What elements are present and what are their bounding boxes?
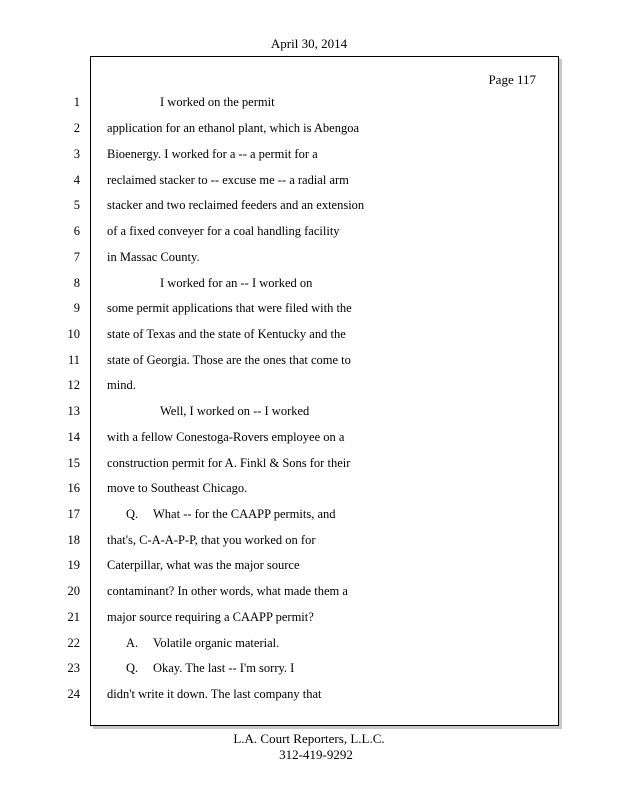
line-number: 5 xyxy=(73,198,80,212)
line-number: 1 xyxy=(73,95,80,109)
line-text: major source requiring a CAAPP permit? xyxy=(107,610,314,624)
line-text: with a fellow Conestoga-Rovers employee on a xyxy=(107,430,345,444)
line-text: Bioenergy. I worked for a -- a permit for a xyxy=(107,147,318,161)
line-text: contaminant? In other words, what made them a xyxy=(107,584,348,598)
line-text: that's, C-A-A-P-P, that you worked on for xyxy=(107,533,316,547)
line-text xyxy=(126,507,336,522)
answer-marker: A. xyxy=(126,636,139,650)
line-text: application for an ethanol plant, which is Abengoa xyxy=(107,121,360,135)
line-text xyxy=(126,661,294,676)
line-number: 19 xyxy=(67,558,80,572)
transcript-date: April 30, 2014 xyxy=(270,36,348,51)
question-marker: Q. xyxy=(126,507,139,521)
line-number: 21 xyxy=(67,610,80,624)
line-text: some permit applications that were filed with the xyxy=(107,301,352,315)
line-text-body: Volatile organic material. xyxy=(153,636,280,650)
line-number: 2 xyxy=(73,121,80,135)
line-text: construction permit for A. Finkl & Sons for their xyxy=(107,456,351,470)
reporter-company: L.A. Court Reporters, L.L.C. xyxy=(233,731,385,746)
line-text: in Massac County. xyxy=(107,250,200,264)
line-number: 9 xyxy=(73,301,80,315)
line-text: state of Georgia. Those are the ones that come to xyxy=(107,353,351,367)
line-text: I worked on the permit xyxy=(160,95,275,109)
question-marker: Q. xyxy=(126,661,139,675)
line-text: of a fixed conveyer for a coal handling facility xyxy=(107,224,340,238)
line-number: 17 xyxy=(67,507,80,521)
line-number: 23 xyxy=(67,661,80,675)
line-text-body: What -- for the CAAPP permits, and xyxy=(153,507,336,521)
line-text: Caterpillar, what was the major source xyxy=(107,558,300,572)
line-number: 24 xyxy=(67,687,80,701)
line-number: 14 xyxy=(67,430,80,444)
line-number: 3 xyxy=(73,147,80,161)
line-number: 15 xyxy=(67,456,80,470)
line-text: didn't write it down. The last company that xyxy=(107,687,322,701)
line-number: 16 xyxy=(67,481,80,495)
line-number: 8 xyxy=(73,276,80,290)
line-text: stacker and two reclaimed feeders and an extension xyxy=(107,198,365,212)
line-text: I worked for an -- I worked on xyxy=(160,276,313,290)
line-text xyxy=(126,636,279,651)
line-number: 4 xyxy=(73,173,80,187)
line-number: 20 xyxy=(67,584,80,598)
line-number: 6 xyxy=(73,224,80,238)
line-number: 12 xyxy=(67,378,80,392)
line-text: mind. xyxy=(107,378,136,392)
line-number: 13 xyxy=(67,404,80,418)
line-text: reclaimed stacker to -- excuse me -- a radial arm xyxy=(107,173,349,187)
line-number: 7 xyxy=(73,250,80,264)
line-number: 10 xyxy=(67,327,80,341)
line-number: 18 xyxy=(67,533,80,547)
line-text: Well, I worked on -- I worked xyxy=(160,404,310,418)
reporter-phone: 312-419-9292 xyxy=(279,747,353,762)
page-number: Page 117 xyxy=(488,72,536,87)
line-number: 11 xyxy=(67,353,80,367)
line-number: 22 xyxy=(67,636,80,650)
line-text: state of Texas and the state of Kentucky and the xyxy=(107,327,346,341)
line-text-body: Okay. The last -- I'm sorry. I xyxy=(153,661,295,675)
line-text: move to Southeast Chicago. xyxy=(107,481,248,495)
